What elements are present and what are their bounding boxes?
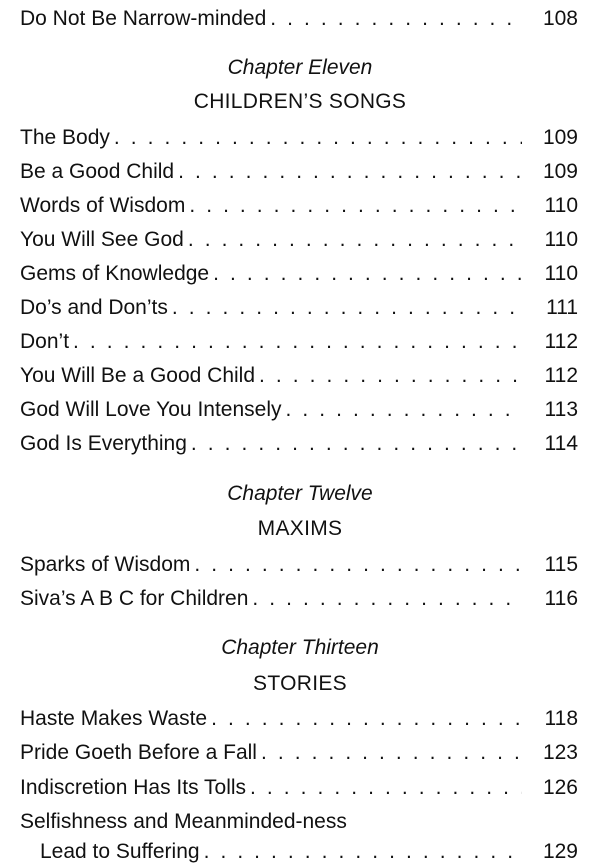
toc-entry-title: Pride Goeth Before a Fall (20, 741, 257, 764)
dot-leader (270, 5, 522, 33)
toc-entry-continuation (20, 836, 578, 866)
toc-entry-title: Selfishness and Meanminded-ness (20, 810, 347, 833)
toc-entry-page: 115 (522, 551, 578, 579)
dot-leader (250, 774, 522, 802)
toc-entry-page: 110 (522, 260, 578, 288)
dot-leader (194, 551, 522, 579)
toc-entry (20, 774, 578, 802)
dot-leader (286, 396, 523, 424)
toc-entry-page: 129 (522, 838, 578, 866)
section-title: MAXIMS (257, 517, 343, 540)
toc-entry-page: 123 (522, 739, 578, 767)
toc-entry-page: 114 (522, 430, 578, 458)
toc-entry-title: Be a Good Child (20, 160, 175, 183)
dot-leader (259, 362, 522, 390)
toc-entry-title: The Body (20, 126, 110, 149)
toc-entry-title: You Will Be a Good Child (20, 364, 256, 387)
toc-entry-page: 109 (522, 158, 578, 186)
toc-entry (20, 808, 578, 866)
toc-entry-page: 108 (522, 5, 578, 33)
toc-entry-title: Siva’s A B C for Children (20, 587, 249, 610)
chapter-heading: Chapter Eleven (227, 56, 373, 79)
toc-entry-title: Do’s and Don’ts (20, 296, 168, 319)
toc-entry-title: You Will See God (20, 228, 184, 251)
toc-entry-page: 118 (522, 705, 578, 733)
toc-entry (20, 585, 578, 613)
chapter-heading: Chapter Twelve (227, 482, 373, 505)
toc-entry (20, 192, 578, 220)
toc-entry (20, 430, 578, 458)
dot-leader (252, 585, 522, 613)
toc-entry-title: God Is Everything (20, 432, 187, 455)
toc-entry-page: 126 (522, 774, 578, 802)
toc-entry (20, 158, 578, 186)
toc-entry (20, 551, 578, 579)
toc-entry-page: 116 (522, 585, 578, 613)
dot-leader (204, 838, 522, 866)
toc-entry-title-continued: Lead to Suffering (40, 840, 200, 863)
toc-entry (20, 739, 578, 767)
dot-leader (191, 430, 522, 458)
dot-leader (172, 294, 522, 322)
toc-entry-title: Indiscretion Has Its Tolls (20, 776, 247, 799)
dot-leader (73, 328, 522, 356)
toc-entry (20, 124, 578, 152)
toc-entry (20, 362, 578, 390)
toc-entry-title: Words of Wisdom (20, 194, 186, 217)
toc-entry-page: 113 (522, 396, 578, 424)
toc-entry-page: 111 (522, 294, 578, 322)
toc-entry (20, 294, 578, 322)
dot-leader (213, 260, 522, 288)
toc-entry-page: 112 (522, 328, 578, 356)
dot-leader (261, 739, 522, 767)
toc-entry-page: 110 (522, 226, 578, 254)
toc-entry-title: Gems of Knowledge (20, 262, 210, 285)
section-title: STORIES (253, 672, 347, 695)
toc-entry-title: Don’t (20, 330, 70, 353)
toc-entry-page: 112 (522, 362, 578, 390)
toc-entry-title: God Will Love You Intensely (20, 398, 282, 421)
dot-leader (189, 192, 522, 220)
toc-entry-title: Haste Makes Waste (20, 707, 208, 730)
toc-entry-page: 110 (522, 192, 578, 220)
toc-entry (20, 705, 578, 733)
dot-leader (114, 124, 522, 152)
toc-entry (20, 226, 578, 254)
dot-leader (211, 705, 522, 733)
chapter-heading: Chapter Thirteen (221, 636, 379, 659)
toc-entry-title: Sparks of Wisdom (20, 553, 191, 576)
toc-entry (20, 5, 578, 33)
toc-entry-page: 109 (522, 124, 578, 152)
section-title: CHILDREN’S SONGS (193, 90, 407, 113)
toc-entry-title: Do Not Be Narrow-minded (20, 7, 267, 30)
toc-entry (20, 396, 578, 424)
dot-leader (178, 158, 522, 186)
toc-entry (20, 260, 578, 288)
dot-leader (188, 226, 522, 254)
toc-entry (20, 328, 578, 356)
